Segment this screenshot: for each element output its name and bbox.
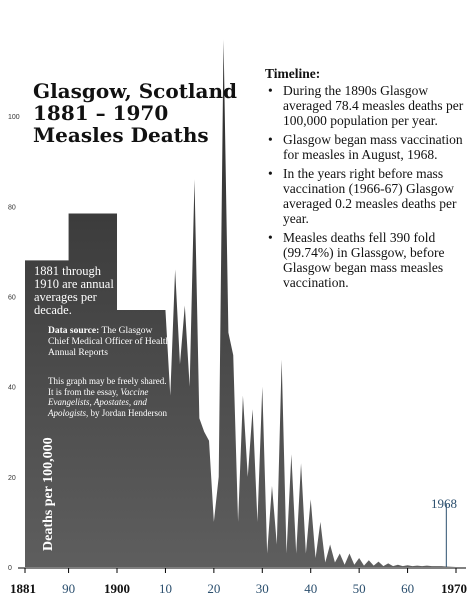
timeline-item: • Measles deaths fell 390 fold (99.74%) in Glassgow, before Glasgow began mass measles vaccination. <box>283 230 465 290</box>
data-source-text: The Glasgow Chief Medical Officer of Health Annual Reports <box>48 326 171 358</box>
x-tick-label: 1900 <box>104 581 131 596</box>
share-note <box>48 376 168 418</box>
x-tick-label: 1970 <box>441 581 467 596</box>
author-credit: by Jordan Henderson <box>90 407 167 418</box>
data-source-label: Data source: <box>48 326 100 336</box>
title-line-1: Glasgow, Scotland <box>33 79 238 103</box>
timeline-panel <box>265 66 465 294</box>
timeline-item: • Glasgow began mass vaccination for measles in August, 1968. <box>283 132 465 162</box>
y-tick-label: 60 <box>8 294 16 302</box>
x-tick-label: 90 <box>62 581 76 596</box>
y-tick-label: 40 <box>8 384 16 392</box>
x-tick-label: 1881 <box>10 581 36 596</box>
y-axis-label: Deaths per 100,000 <box>41 437 56 551</box>
title-line-3: Measles Deaths <box>33 123 209 147</box>
timeline-item: • During the 1890s Glasgow averaged 78.4 measles deaths per 100,000 population per year. <box>283 83 465 128</box>
x-tick-label: 50 <box>352 581 366 596</box>
data-source-note <box>48 326 173 359</box>
annotation-1968-label: 1968 <box>431 496 457 511</box>
averages-note: 1881 through 1910 are annual averages per decade. <box>34 264 114 317</box>
timeline-item: • In the years right before mass vaccination (1966-67) Glasgow averaged 0.2 measles deaths per year. <box>283 166 465 226</box>
timeline-list <box>265 83 465 290</box>
essay-title: Vaccine Evangelists, Apostates, and Apologists, <box>48 386 149 418</box>
x-tick-label: 40 <box>304 581 318 596</box>
y-tick-label: 80 <box>8 204 16 212</box>
share-text: This graph may be freely shared. It is from the essay, <box>48 376 167 397</box>
x-axis-ticks <box>10 568 467 596</box>
y-tick-label: 100 <box>8 114 20 122</box>
y-axis-ticks <box>8 114 20 572</box>
x-tick-label: 60 <box>401 581 415 596</box>
chart-title <box>33 80 243 146</box>
y-tick-label: 0 <box>8 565 12 572</box>
timeline-heading: Timeline: <box>265 66 321 81</box>
x-tick-label: 10 <box>158 581 172 596</box>
y-tick-label: 20 <box>8 474 16 482</box>
x-tick-label: 30 <box>255 581 269 596</box>
title-line-2: 1881 – 1970 <box>33 101 169 125</box>
x-tick-label: 20 <box>207 581 221 596</box>
